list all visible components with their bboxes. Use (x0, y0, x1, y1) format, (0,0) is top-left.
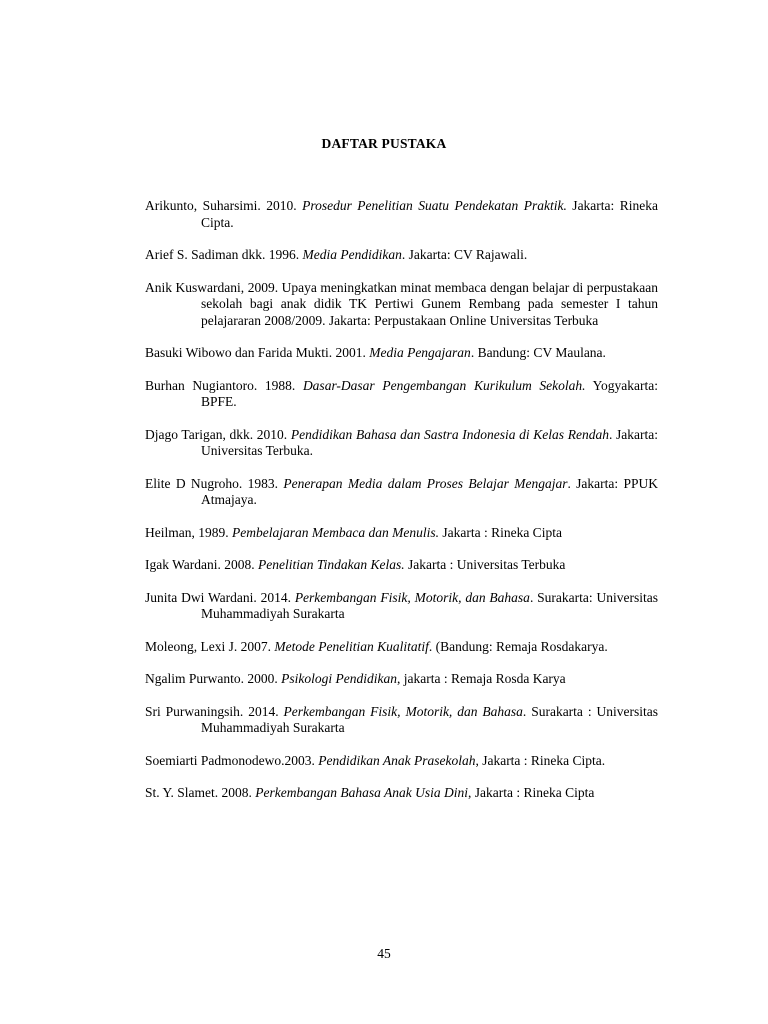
reference-text: Anik Kuswardani, 2009. Upaya meningkatkan minat membaca dengan belajar di perpustakaan sekolah bagi anak didik TK Pertiwi Gunem Rembang pada semester I tahun pelajararan 2008/2009. Jakarta: Perpustakaan Online Universitas Terbuka (145, 279, 658, 328)
reference-title: Penerapan Media dalam Proses Belajar Mengajar (283, 475, 568, 491)
reference-title: Penelitian Tindakan Kelas. (258, 557, 405, 572)
reference-text: Junita Dwi Wardani. 2014. (145, 589, 295, 605)
reference-text: . Surakarta : Universitas Muhammadiyah Surakarta (201, 703, 658, 735)
reference-text: , jakarta : Remaja Rosda Karya (396, 671, 566, 686)
reference-title: Pendidikan Bahasa dan Sastra Indonesia di Kelas Rendah (290, 426, 609, 442)
reference-text: Jakarta : Universitas Terbuka (404, 557, 566, 572)
reference-entry (145, 671, 658, 688)
reference-entry (145, 378, 658, 411)
reference-text: Sri Purwaningsih. 2014. (145, 703, 284, 719)
reference-title: Media Pengajaran (369, 345, 471, 360)
reference-entry (145, 280, 658, 330)
reference-entry (145, 785, 658, 802)
reference-text: Soemiarti Padmonodewo.2003. (145, 752, 319, 768)
reference-text: , Jakarta : Rineka Cipta (468, 785, 595, 800)
reference-text: , Jakarta : Rineka Cipta. (475, 752, 606, 768)
reference-entry (145, 590, 658, 623)
reference-title: Metode Penelitian Kualitatif (274, 638, 429, 654)
reference-title: Pendidikan Anak Prasekolah (318, 752, 476, 768)
reference-title: Media Pendidikan (302, 247, 402, 262)
reference-text: Igak Wardani. 2008. (145, 557, 259, 572)
reference-text: Arikunto, Suharsimi. 2010. (145, 198, 303, 213)
reference-title: Dasar-Dasar Pengembangan Kurikulum Sekolah. (302, 377, 586, 393)
reference-text: Ngalim Purwanto. 2000. (145, 671, 282, 686)
reference-text: . Jakarta: PPUK Atmajaya. (201, 475, 658, 507)
reference-entry (145, 557, 658, 574)
reference-text: St. Y. Slamet. 2008. (145, 785, 256, 800)
reference-text: . Bandung: CV Maulana. (470, 345, 606, 360)
reference-entry (145, 753, 658, 770)
reference-text: Jakarta : Rineka Cipta (438, 524, 562, 540)
reference-list (145, 198, 658, 818)
reference-text: . Jakarta: Universitas Terbuka. (201, 426, 658, 458)
reference-text: Burhan Nugiantoro. 1988. (145, 377, 303, 393)
reference-title: Perkembangan Fisik, Motorik, dan Bahasa (283, 703, 523, 719)
page-title: DAFTAR PUSTAKA (321, 136, 447, 151)
page-number: 45 (377, 946, 391, 961)
reference-title: Prosedur Penelitian Suatu Pendekatan Praktik. (302, 198, 567, 213)
reference-text: Moleong, Lexi J. 2007. (145, 638, 275, 654)
reference-text: . (Bandung: Remaja Rosdakarya. (428, 638, 608, 654)
reference-entry (145, 476, 658, 509)
reference-text: Heilman, 1989. (145, 524, 232, 540)
reference-text: . Jakarta: CV Rajawali. (401, 247, 528, 262)
reference-text: Yogyakarta: BPFE. (201, 377, 658, 409)
reference-title: Pembelajaran Membaca dan Menulis. (232, 524, 439, 540)
reference-title: Perkembangan Fisik, Motorik, dan Bahasa (294, 589, 530, 605)
reference-entry (145, 198, 658, 231)
reference-text: Jakarta: Rineka Cipta. (201, 198, 659, 230)
reference-text: . Surakarta: Universitas Muhammadiyah Surakarta (201, 589, 658, 621)
reference-entry (145, 639, 658, 656)
reference-entry (145, 525, 658, 542)
reference-entry (145, 704, 658, 737)
reference-entry (145, 345, 658, 362)
reference-entry (145, 247, 658, 264)
reference-text: Basuki Wibowo dan Farida Mukti. 2001. (145, 345, 370, 360)
reference-title: Perkembangan Bahasa Anak Usia Dini (255, 785, 468, 800)
reference-text: Elite D Nugroho. 1983. (145, 475, 284, 491)
reference-text: Arief S. Sadiman dkk. 1996. (145, 247, 303, 262)
reference-text: Djago Tarigan, dkk. 2010. (145, 426, 291, 442)
reference-entry (145, 427, 658, 460)
reference-title: Psikologi Pendidikan (281, 671, 397, 686)
